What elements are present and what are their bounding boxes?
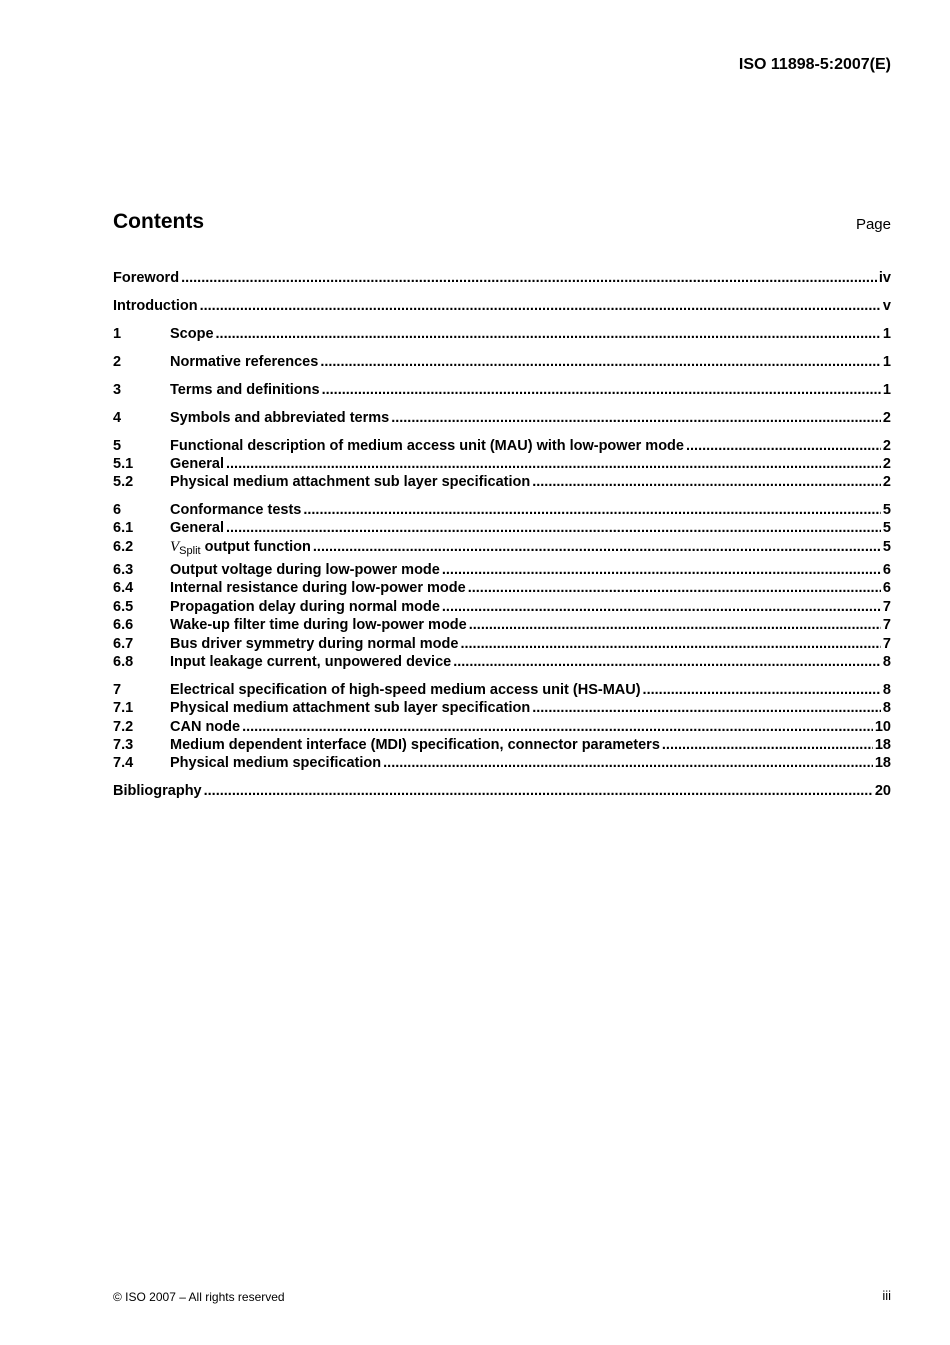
toc-entry-6-1[interactable]: [113, 519, 891, 537]
toc-entry-title: Normative references: [170, 354, 319, 370]
toc-entry-7-1[interactable]: [113, 699, 891, 717]
toc-entry-title: Physical medium attachment sub layer specification: [170, 700, 531, 716]
toc-entry-5-2[interactable]: [113, 473, 891, 491]
dot-leader: [242, 718, 873, 736]
dot-leader: [453, 653, 881, 671]
dot-leader: [686, 437, 881, 455]
dot-leader: [322, 381, 881, 399]
toc-entry-page: 2: [882, 438, 891, 454]
toc-entry-title: Functional description of medium access unit (MAU) with low-power mode: [170, 438, 684, 454]
toc-entry-number: 1: [113, 326, 122, 342]
toc-entry-title: Medium dependent interface (MDI) specification, connector parameters: [170, 737, 660, 753]
toc-entry-title: Propagation delay during normal mode: [170, 599, 440, 615]
dot-leader: [468, 579, 881, 597]
toc-entry-page: 8: [882, 700, 891, 716]
toc-entry-foreword[interactable]: [113, 269, 891, 287]
toc-entry-6-8[interactable]: [113, 653, 891, 671]
toc-entry-number: 6: [113, 502, 122, 518]
toc-entry-page: 7: [882, 617, 891, 633]
toc-entry-number: 7: [113, 682, 122, 698]
toc-entry-5[interactable]: [113, 437, 891, 455]
dot-leader: [532, 473, 881, 491]
toc-entry-title-text: output function: [200, 539, 311, 555]
toc-entry-bibliography[interactable]: [113, 782, 891, 800]
toc-entry-title: Foreword: [113, 270, 180, 286]
toc-entry-title: Physical medium specification: [170, 755, 382, 771]
toc-entry-6-2[interactable]: [113, 538, 891, 556]
toc-entry-number: 7.2: [113, 719, 134, 735]
toc-entry-number: 7.4: [113, 755, 134, 771]
toc-entry-number: 6.3: [113, 562, 134, 578]
toc-entry-number: 6.5: [113, 599, 134, 615]
toc-entry-page: 5: [882, 502, 891, 518]
toc-entry-title: [170, 538, 311, 557]
v-symbol: V: [170, 539, 180, 555]
toc-entry-number: 4: [113, 410, 122, 426]
toc-entry-title: Internal resistance during low-power mode: [170, 580, 466, 596]
toc-entry-6[interactable]: [113, 501, 891, 519]
toc-entry-page: 1: [882, 382, 891, 398]
toc-entry-page: 7: [882, 599, 891, 615]
dot-leader: [226, 519, 881, 537]
toc-entry-title: Terms and definitions: [170, 382, 320, 398]
toc-entry-number: 5.2: [113, 474, 134, 490]
toc-entry-5-1[interactable]: [113, 455, 891, 473]
toc-entry-page: iv: [878, 270, 891, 286]
toc-entry-number: 6.6: [113, 617, 134, 633]
toc-entry-number: 7.1: [113, 700, 134, 716]
toc-entry-number: 6.1: [113, 520, 134, 536]
dot-leader: [313, 538, 881, 556]
dot-leader: [383, 754, 873, 772]
toc-entry-1[interactable]: [113, 325, 891, 343]
dot-leader: [303, 501, 881, 519]
toc-entry-page: 6: [882, 580, 891, 596]
toc-entry-4[interactable]: [113, 409, 891, 427]
toc-entry-title: Wake-up filter time during low-power mode: [170, 617, 467, 633]
dot-leader: [643, 681, 881, 699]
toc-entry-7-2[interactable]: [113, 718, 891, 736]
dot-leader: [469, 616, 881, 634]
toc-entry-number: 6.8: [113, 654, 134, 670]
toc-entry-page: 7: [882, 636, 891, 652]
toc-entry-7-4[interactable]: [113, 754, 891, 772]
toc-entry-title: Physical medium attachment sub layer specification: [170, 474, 531, 490]
dot-leader: [460, 635, 880, 653]
toc-entry-6-4[interactable]: [113, 579, 891, 597]
toc-entry-title: CAN node: [170, 719, 241, 735]
toc-entry-3[interactable]: [113, 381, 891, 399]
toc-entry-number: 5: [113, 438, 122, 454]
toc-entry-page: 18: [874, 737, 891, 753]
copyright-notice: © ISO 2007 – All rights reserved: [113, 1290, 285, 1304]
toc-entry-title: Conformance tests: [170, 502, 302, 518]
toc-entry-number: 6.4: [113, 580, 134, 596]
toc-entry-page: 2: [882, 456, 891, 472]
toc-entry-page: 1: [882, 354, 891, 370]
toc-entry-introduction[interactable]: [113, 297, 891, 315]
dot-leader: [391, 409, 881, 427]
toc-entry-title: Scope: [170, 326, 214, 342]
toc-entry-page: 1: [882, 326, 891, 342]
dot-leader: [532, 699, 881, 717]
toc-entry-page: 8: [882, 682, 891, 698]
contents-heading: Contents: [113, 210, 204, 233]
toc-entry-title: Input leakage current, unpowered device: [170, 654, 452, 670]
toc-entry-title: Bibliography: [113, 783, 202, 799]
toc-entry-page: 18: [874, 755, 891, 771]
toc-entry-number: 6.2: [113, 539, 134, 555]
split-subscript: Split: [179, 545, 201, 557]
toc-entry-6-3[interactable]: [113, 561, 891, 579]
toc-entry-2[interactable]: [113, 353, 891, 371]
toc-entry-page: 2: [882, 410, 891, 426]
toc-entry-number: 2: [113, 354, 122, 370]
page-number: iii: [882, 1288, 891, 1303]
toc-entry-7[interactable]: [113, 681, 891, 699]
toc-entry-page: 5: [882, 520, 891, 536]
dot-leader: [216, 325, 881, 343]
toc-entry-number: 3: [113, 382, 122, 398]
toc-entry-page: 6: [882, 562, 891, 578]
dot-leader: [204, 782, 873, 800]
dot-leader: [181, 269, 877, 287]
toc-entry-title: General: [170, 456, 224, 472]
dot-leader: [662, 736, 873, 754]
toc-entry-number: 6.7: [113, 636, 134, 652]
dot-leader: [320, 353, 881, 371]
toc-entry-number: 5.1: [113, 456, 134, 472]
toc-entry-title: Bus driver symmetry during normal mode: [170, 636, 459, 652]
toc-entry-page: 8: [882, 654, 891, 670]
toc-entry-title: Introduction: [113, 298, 198, 314]
dot-leader: [442, 561, 881, 579]
dot-leader: [442, 598, 881, 616]
toc-entry-title: Symbols and abbreviated terms: [170, 410, 390, 426]
toc-entry-page: 5: [882, 539, 891, 555]
toc-entry-page: 10: [874, 719, 891, 735]
toc-entry-number: 7.3: [113, 737, 134, 753]
toc-entry-6-6[interactable]: [113, 616, 891, 634]
document-id: ISO 11898-5:2007(E): [738, 56, 891, 73]
toc-entry-page: 20: [874, 783, 891, 799]
toc-entry-title: General: [170, 520, 224, 536]
toc-entry-page: 2: [882, 474, 891, 490]
dot-leader: [226, 455, 881, 473]
toc-entry-6-5[interactable]: [113, 598, 891, 616]
toc-entry-title: Electrical specification of high-speed medium access unit (HS-MAU): [170, 682, 641, 698]
toc-entry-7-3[interactable]: [113, 736, 891, 754]
toc-entry-page: v: [882, 298, 891, 314]
toc-entry-6-7[interactable]: [113, 635, 891, 653]
dot-leader: [200, 297, 881, 315]
page-column-label: Page: [855, 216, 891, 233]
toc-entry-title: Output voltage during low-power mode: [170, 562, 440, 578]
